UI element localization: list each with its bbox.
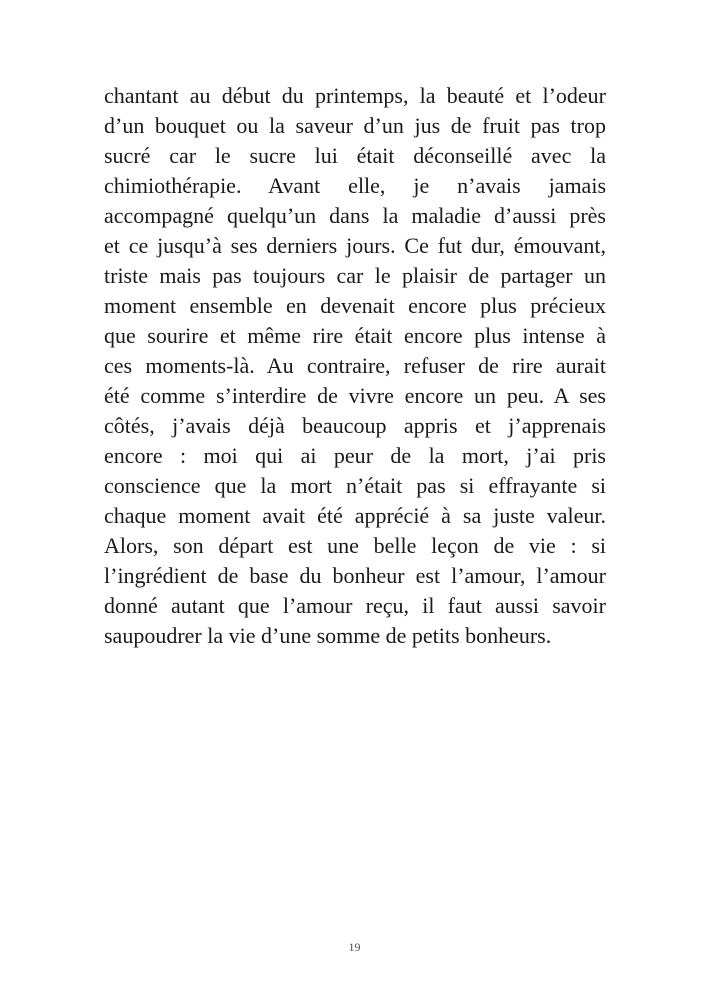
text-line: chimiothérapie. Avant elle, je n’avais jamais (104, 173, 606, 198)
text-line: donné autant que l’amour reçu, il faut aussi savoir (104, 593, 606, 618)
text-line: saupoudrer la vie d’une somme de petits bonheurs. (104, 623, 552, 648)
text-line: moment ensemble en devenait encore plus précieux (104, 293, 606, 318)
text-line: chantant au début du printemps, la beauté et l’odeur (104, 83, 606, 108)
text-line: Alors, son départ est une belle leçon de vie : si (104, 533, 606, 558)
text-line: conscience que la mort n’était pas si effrayante si (104, 473, 606, 498)
text-line: accompagné quelqu’un dans la maladie d’aussi près (104, 203, 606, 228)
text-line: d’un bouquet ou la saveur d’un jus de fruit pas trop (104, 113, 606, 138)
page-number: 19 (348, 940, 361, 954)
text-line: sucré car le sucre lui était déconseillé avec la (104, 143, 606, 168)
text-line: triste mais pas toujours car le plaisir de partager un (104, 263, 606, 288)
text-line: l’ingrédient de base du bonheur est l’amour, l’amour (104, 563, 606, 588)
text-line: et ce jusqu’à ses derniers jours. Ce fut dur, émouvant, (104, 233, 606, 258)
text-line: ces moments-là. Au contraire, refuser de rire aurait (104, 353, 606, 378)
text-line: encore : moi qui ai peur de la mort, j’ai pris (104, 443, 606, 468)
text-line: côtés, j’avais déjà beaucoup appris et j’apprenais (104, 413, 606, 438)
text-line: chaque moment avait été apprécié à sa juste valeur. (104, 503, 606, 528)
text-line: été comme s’interdire de vivre encore un peu. A ses (104, 383, 606, 408)
text-line: que sourire et même rire était encore plus intense à (104, 323, 606, 348)
body-paragraph (104, 81, 606, 651)
